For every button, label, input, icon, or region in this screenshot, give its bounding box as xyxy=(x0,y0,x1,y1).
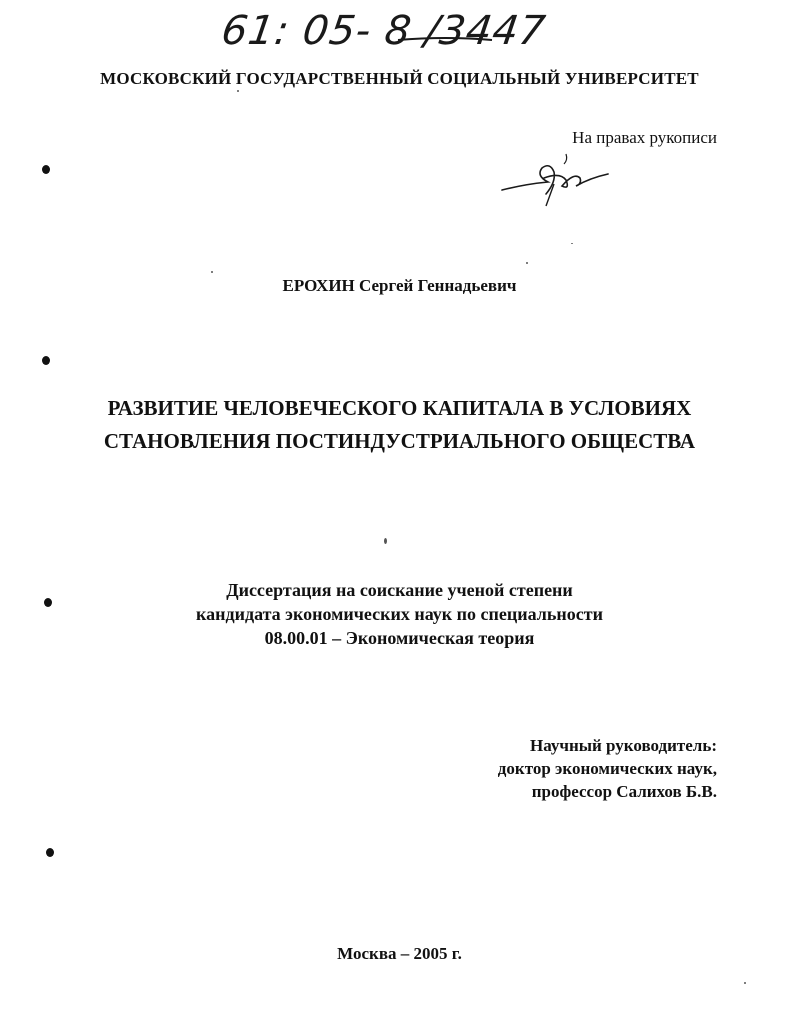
supervisor-label: Научный руководитель: xyxy=(530,736,717,755)
archive-code: 61: 05- 8 /3447 xyxy=(218,8,549,54)
author-name: ЕРОХИН Сергей Геннадьевич xyxy=(282,276,517,295)
archive-code-underline xyxy=(396,34,496,46)
supervisor-name: профессор Салихов Б.В. xyxy=(531,782,717,801)
binder-hole xyxy=(46,848,54,857)
university-name: МОСКОВСКИЙ ГОСУДАРСТВЕННЫЙ СОЦИАЛЬНЫЙ УНИВЕРСИТЕТ xyxy=(100,69,699,88)
signature-icon xyxy=(496,150,616,210)
city-year: Москва – 2005 г. xyxy=(337,944,462,963)
title-line-2: СТАНОВЛЕНИЯ ПОСТИНДУСТРИАЛЬНОГО ОБЩЕСТВА xyxy=(103,429,696,453)
title-line-1: РАЗВИТИЕ ЧЕЛОВЕЧЕСКОГО КАПИТАЛА В УСЛОВИЯХ xyxy=(107,396,692,420)
supervisor-degree: доктор экономических наук, xyxy=(497,759,717,778)
scan-speck xyxy=(571,243,573,244)
scan-speck xyxy=(526,262,528,264)
binder-hole xyxy=(42,165,50,174)
binder-hole xyxy=(44,598,52,607)
binder-hole xyxy=(42,356,50,365)
degree-statement xyxy=(0,578,799,650)
degree-line-3: 08.00.01 – Экономическая теория xyxy=(264,628,535,648)
dissertation-title xyxy=(0,392,799,458)
scan-speck xyxy=(237,90,239,92)
degree-line-1: Диссертация на соискание ученой степени xyxy=(226,580,573,600)
supervisor-block xyxy=(498,734,717,803)
scan-speck xyxy=(211,271,213,273)
degree-line-2: кандидата экономических наук по специальности xyxy=(196,604,603,624)
scan-speck xyxy=(744,982,746,984)
scan-speck xyxy=(384,538,387,544)
rights-note: На правах рукописи xyxy=(572,128,717,147)
